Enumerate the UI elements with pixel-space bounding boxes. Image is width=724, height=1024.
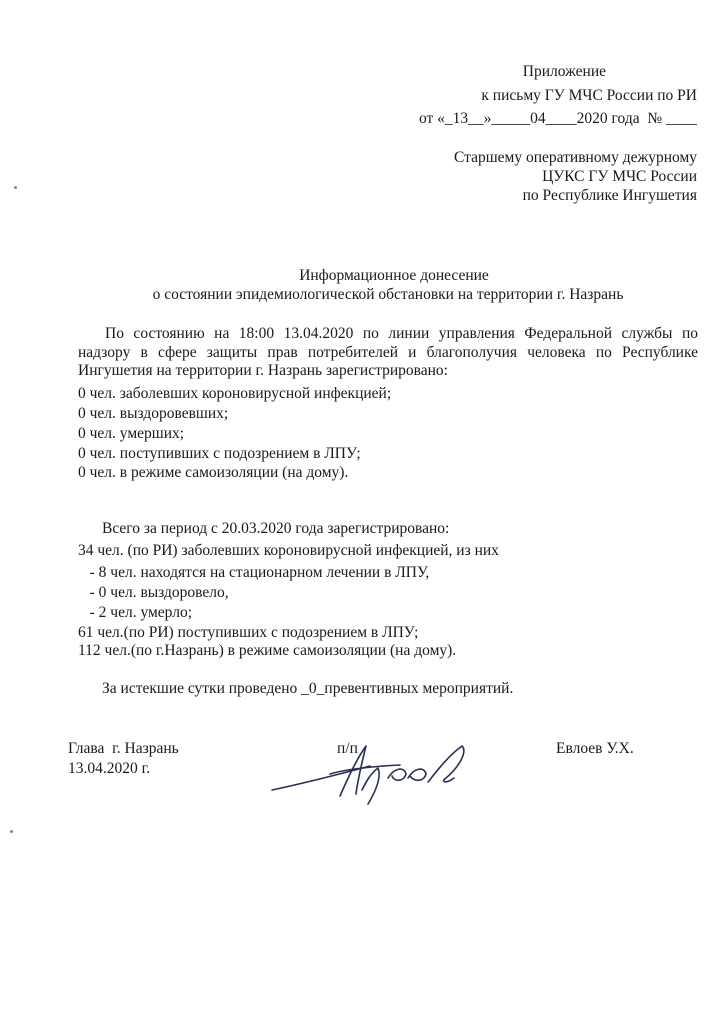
addressee-line-2: ЦУКС ГУ МЧС России	[542, 168, 697, 185]
scan-speck	[10, 830, 13, 833]
document-title: Информационное донесение	[299, 267, 489, 284]
document-subtitle: о состоянии эпидемиологической обстановки на территории г. Назрань	[152, 286, 624, 303]
signoff-pp-mark: п/п	[337, 740, 358, 757]
signoff-date: 13.04.2020 г.	[68, 760, 151, 777]
signoff-position: Глава г. Назрань	[68, 740, 179, 757]
period-item: 61 чел.(по РИ) поступивших с подозрением в ЛПУ;	[78, 624, 419, 641]
handwritten-signature	[270, 738, 475, 808]
daily-status-paragraph: По состоянию на 18:00 13.04.2020 по линии управления Федеральной службы по надзору в сфере защиты прав потребителей и благополучия человека по Республике Ингушетия на территории г. Назрань зарегистрировано:	[78, 325, 698, 379]
daily-item: 0 чел. поступивших с подозрением в ЛПУ;	[78, 445, 361, 462]
header-appendix-label: Приложение	[522, 63, 606, 80]
period-intro: Всего за период с 20.03.2020 года зарегистрировано:	[102, 520, 450, 537]
daily-item: 0 чел. в режиме самоизоляции (на дому).	[78, 464, 349, 481]
signoff-name: Евлоев У.Х.	[556, 740, 634, 757]
addressee-line-3: по Республике Ингушетия	[522, 187, 697, 204]
daily-item: 0 чел. заболевших короновирусной инфекцией;	[78, 385, 392, 402]
addressee-line-1: Старшему оперативному дежурному	[454, 149, 697, 166]
header-letter-ref: к письму ГУ МЧС России по РИ	[481, 87, 697, 104]
period-item: - 2 чел. умерло;	[78, 604, 193, 621]
period-item: 34 чел. (по РИ) заболевших короновирусной инфекцией, из них	[78, 542, 499, 559]
period-item: 112 чел.(по г.Назрань) в режиме самоизоляции (на дому).	[78, 642, 457, 659]
scan-speck	[14, 186, 17, 189]
period-item: - 0 чел. выздоровело,	[78, 584, 229, 601]
preventive-measures-line: За истекшие сутки проведено _0_превентивных мероприятий.	[102, 680, 514, 697]
daily-item: 0 чел. выздоровевших;	[78, 405, 229, 422]
header-date-number: от «_13__»_____04____2020 года № ____	[418, 110, 697, 127]
daily-item: 0 чел. умерших;	[78, 425, 185, 442]
period-item: - 8 чел. находятся на стационарном лечении в ЛПУ,	[78, 564, 430, 581]
